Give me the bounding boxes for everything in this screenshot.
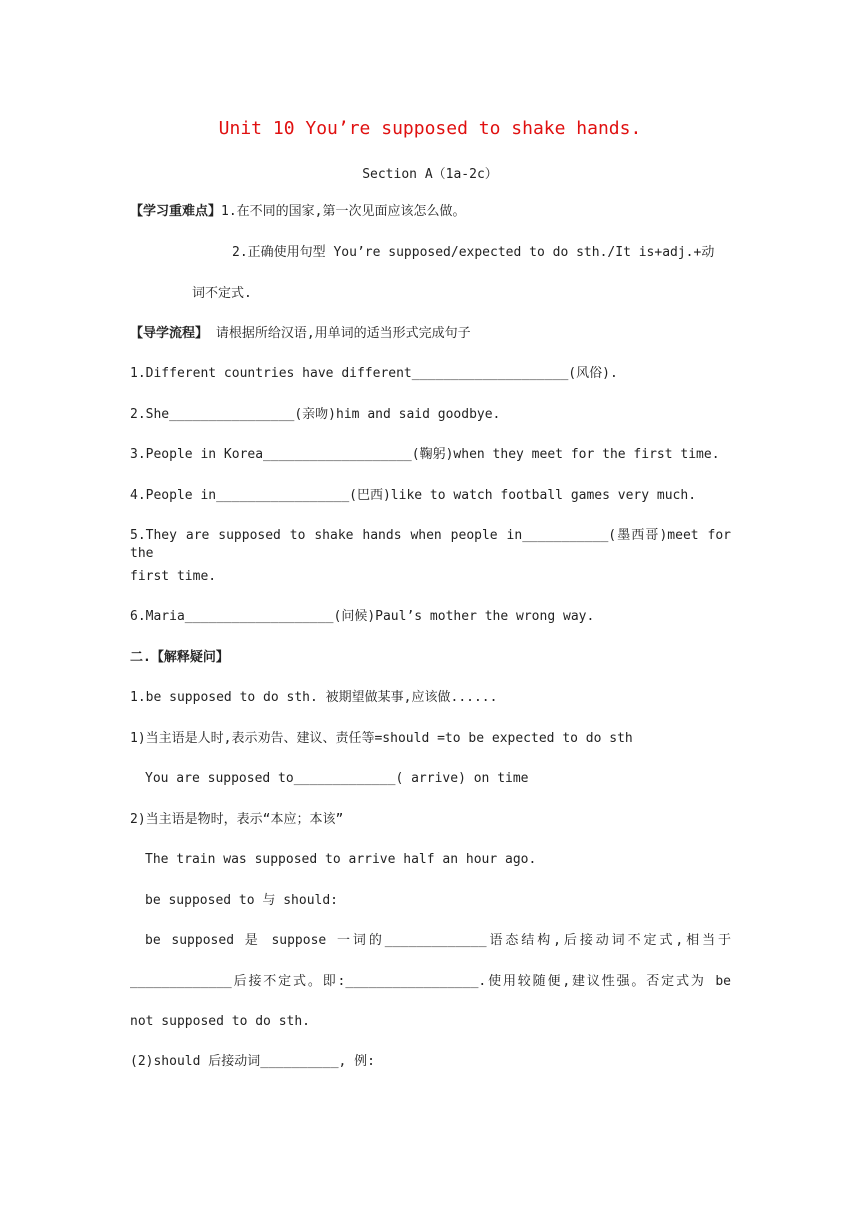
question-3: 3.People in Korea___________________(鞠躬)when they meet for the first time. — [130, 447, 720, 462]
question-5-cont: first time. — [130, 569, 217, 584]
focus-line-1 — [130, 203, 466, 221]
guide-line — [130, 325, 471, 343]
focus-item-2: 2.正确使用句型 You’re supposed/expected to do sth./It is+adj.+动 — [232, 245, 715, 260]
focus-heading: 【学习重难点】 — [130, 204, 222, 219]
explain-line-8: _____________后接不定式。即:_________________.使用较随便,建议性强。否定式为 be — [130, 974, 731, 989]
explain-line-10: (2)should 后接动词__________, 例: — [130, 1054, 376, 1069]
explain-heading: 二.【解释疑问】 — [130, 650, 229, 665]
focus-item-2-cont: 词不定式. — [192, 286, 252, 301]
guide-heading: 【导学流程】 — [130, 326, 209, 341]
explain-line-9: not supposed to do sth. — [130, 1014, 311, 1029]
guide-instruction: 请根据所给汉语,用单词的适当形式完成句子 — [215, 326, 471, 341]
explain-line-6: be supposed to 与 should: — [145, 893, 339, 908]
focus-item-1: 1.在不同的国家,第一次见面应该怎么做。 — [221, 204, 466, 219]
explain-line-7: be supposed 是 suppose 一词的_____________语态结构,后接动词不定式,相当于 — [145, 933, 731, 948]
question-1: 1.Different countries have different____________________(风俗). — [130, 366, 618, 381]
question-4: 4.People in_________________(巴西)like to watch football games very much. — [130, 488, 697, 503]
explain-line-2: 1)当主语是人时,表示劝告、建议、责任等=should =to be expected to do sth — [130, 731, 633, 746]
question-2: 2.She________________(亲吻)him and said goodbye. — [130, 407, 501, 422]
explain-line-5: The train was supposed to arrive half an hour ago. — [145, 852, 537, 867]
explain-line-1: 1.be supposed to do sth. 被期望做某事,应该做...... — [130, 690, 498, 705]
question-6: 6.Maria___________________(问候)Paul’s mother the wrong way. — [130, 609, 595, 624]
section-subtitle: Section A（1a-2c） — [362, 167, 498, 182]
page-title: Unit 10 You’re supposed to shake hands. — [218, 118, 642, 139]
explain-line-4: 2)当主语是物时，表示“本应；本该” — [130, 812, 344, 827]
question-5: 5.They are supposed to shake hands when people in___________(墨西哥)meet for the — [130, 528, 731, 561]
explain-line-3: You are supposed to_____________( arrive) on time — [145, 771, 529, 786]
